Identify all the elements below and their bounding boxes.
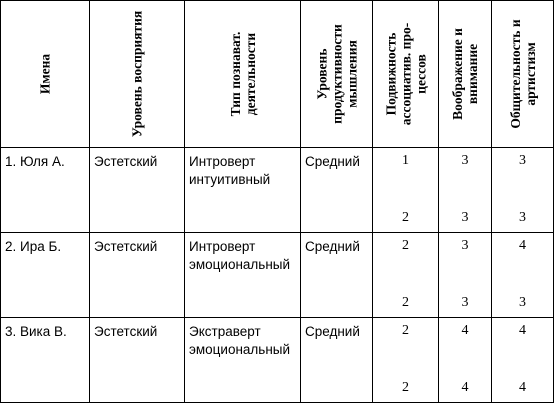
header-perception-label: Уровень восприятия <box>129 10 145 138</box>
mobility-top-score: 2 <box>402 323 409 338</box>
type-cell <box>185 148 301 233</box>
perception-cell <box>90 318 185 403</box>
header-names-label: Имена <box>37 53 53 95</box>
header-names <box>1 1 90 148</box>
productivity-cell <box>301 148 373 233</box>
mobility-bottom-score: 2 <box>402 380 409 395</box>
mobility-top-score: 2 <box>402 238 409 253</box>
imagination-top-score: 3 <box>461 238 469 253</box>
type-cell <box>185 318 301 403</box>
imagination-bottom-score: 3 <box>461 295 469 310</box>
student-name: 2. Ира Б. <box>5 239 62 254</box>
sociability-top-score: 4 <box>519 323 526 338</box>
sociability-bottom-score: 3 <box>519 295 526 310</box>
header-mobility-label: Подвижность ассоциатив. про-цессов <box>383 22 428 126</box>
perception-cell <box>90 148 185 233</box>
header-imagination <box>439 1 492 148</box>
mobility-cell <box>373 233 439 318</box>
header-mobility <box>373 1 439 148</box>
header-row <box>1 1 554 148</box>
table-row <box>1 148 554 233</box>
productivity-cell <box>301 318 373 403</box>
sociability-top-score: 3 <box>519 153 526 168</box>
sociability-bottom-score: 4 <box>519 380 526 395</box>
imagination-bottom-score: 4 <box>461 380 469 395</box>
productivity-value: Средний <box>305 324 360 339</box>
sociability-top-score: 4 <box>519 238 526 253</box>
sociability-bottom-score: 3 <box>519 210 526 225</box>
type-value: Интроверт эмоциональный <box>189 239 291 272</box>
productivity-value: Средний <box>305 239 360 254</box>
imagination-cell <box>439 148 492 233</box>
imagination-bottom-score: 3 <box>461 210 469 225</box>
mobility-cell <box>373 318 439 403</box>
perception-value: Эстетский <box>94 324 158 339</box>
perception-value: Эстетский <box>94 239 158 254</box>
header-perception <box>90 1 185 148</box>
header-sociability <box>492 1 554 148</box>
mobility-top-score: 1 <box>402 153 409 168</box>
imagination-top-score: 3 <box>461 153 469 168</box>
perception-cell <box>90 233 185 318</box>
sociability-cell <box>492 233 554 318</box>
type-value: Интроверт интуитивный <box>189 154 271 187</box>
mobility-bottom-score: 2 <box>402 295 409 310</box>
imagination-cell <box>439 233 492 318</box>
productivity-value: Средний <box>305 154 360 169</box>
student-name: 3. Вика В. <box>5 324 67 339</box>
table-row <box>1 233 554 318</box>
productivity-cell <box>301 233 373 318</box>
header-productivity-label: Уровень продуктивности мышления <box>314 24 359 124</box>
header-cognitive-type <box>185 1 301 148</box>
header-cognitive-type-label: Тип познават. деятельности <box>227 31 258 117</box>
name-cell <box>1 233 90 318</box>
sociability-cell <box>492 318 554 403</box>
imagination-top-score: 4 <box>461 323 469 338</box>
header-sociability-label: Общительность и артистизм <box>507 19 538 129</box>
header-imagination-label: Воображение и внимание <box>450 28 480 120</box>
header-productivity <box>301 1 373 148</box>
imagination-cell <box>439 318 492 403</box>
type-value: Экстраверт эмоциональный <box>189 324 291 357</box>
table-row <box>1 318 554 403</box>
mobility-cell <box>373 148 439 233</box>
name-cell <box>1 148 90 233</box>
perception-value: Эстетский <box>94 154 158 169</box>
mobility-bottom-score: 2 <box>402 210 409 225</box>
name-cell <box>1 318 90 403</box>
type-cell <box>185 233 301 318</box>
sociability-cell <box>492 148 554 233</box>
student-name: 1. Юля А. <box>5 154 65 169</box>
